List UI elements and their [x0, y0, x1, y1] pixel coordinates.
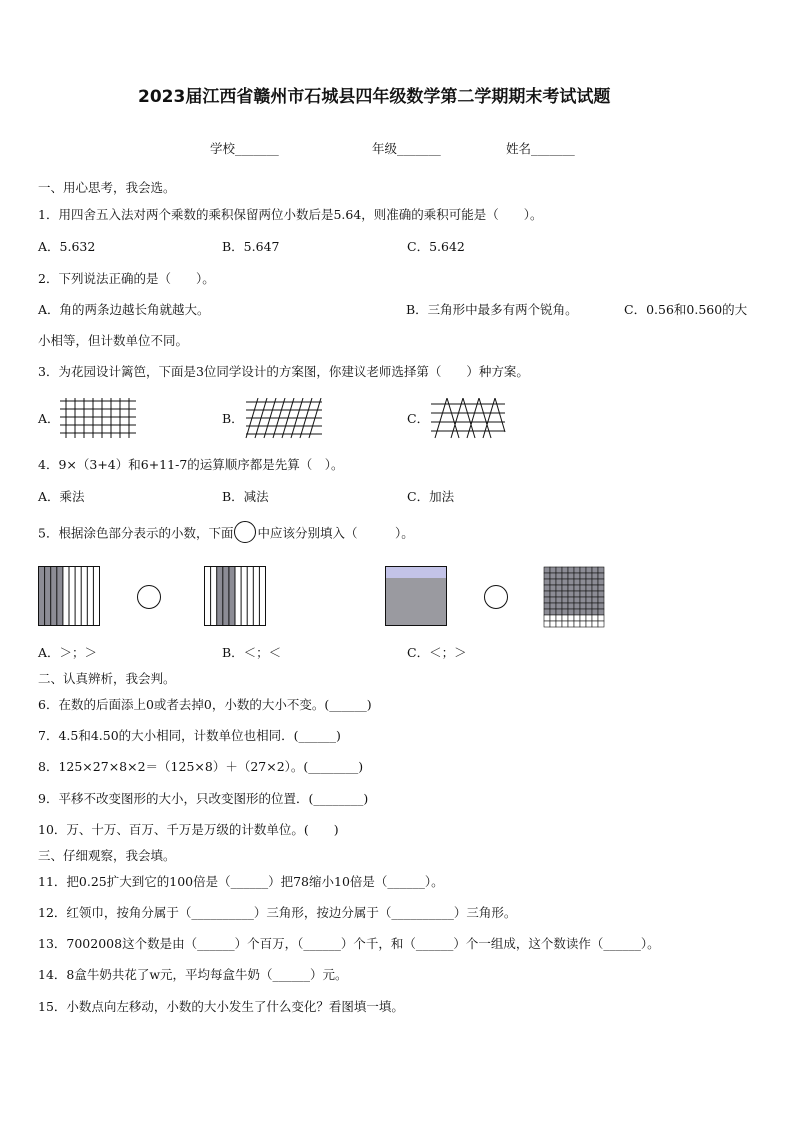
grid-cell [592, 567, 598, 573]
q2-option-c: C．0.56和0.560的大 [624, 302, 748, 317]
grid-cell [544, 585, 550, 591]
q2-option-b: B．三角形中最多有两个锐角。 [406, 302, 578, 317]
grid-cell [574, 609, 580, 615]
question-3: 3．为花园设计篱笆，下面是3位同学设计的方案图，你建议老师选择第（ ）种方案。 [38, 364, 529, 379]
grid-cell [556, 621, 562, 627]
grid-cell [568, 597, 574, 603]
grid-cell [562, 585, 568, 591]
section-2-heading: 二、认真辨析，我会判。 [38, 671, 176, 686]
grid-cell [586, 621, 592, 627]
grid-cell [580, 591, 586, 597]
q3-option-a: A． [38, 411, 60, 426]
grid-cell [562, 567, 568, 573]
grid-cell [580, 603, 586, 609]
q3-option-c: C． [407, 411, 430, 426]
grid-cell [592, 585, 598, 591]
grid-cell [586, 597, 592, 603]
q1-option-b: B．5.647 [222, 239, 280, 254]
question-14: 14．8盒牛奶共花了w元，平均每盒牛奶（______）元。 [38, 967, 348, 982]
grid-cell [592, 615, 598, 621]
q1-option-a: A．5.632 [38, 239, 96, 254]
question-12: 12．红领巾，按角分属于（__________）三角形，按边分属于（__________）三角形。 [38, 905, 517, 920]
grid-cell [556, 609, 562, 615]
question-8: 8．125×27×8×2＝（125×8）＋（27×2）。(________) [38, 759, 364, 774]
question-9: 9．平移不改变图形的大小，只改变图形的位置．(________) [38, 791, 369, 806]
grid-cell [544, 615, 550, 621]
grid-cell [580, 621, 586, 627]
grid-cell [556, 567, 562, 573]
grid-cell [550, 585, 556, 591]
grid-cell [556, 597, 562, 603]
grid-cell [586, 579, 592, 585]
page-title: 2023届江西省赣州市石城县四年级数学第二学期期末考试试题 [138, 87, 611, 107]
question-2: 2．下列说法正确的是（ ）。 [38, 271, 215, 286]
fence-b-figure [244, 398, 324, 440]
grid-cell [556, 591, 562, 597]
grid-cell [574, 585, 580, 591]
grid-cell [586, 585, 592, 591]
fence-c-figure [429, 398, 509, 440]
q2-option-a: A．角的两条边越长角就越大。 [38, 302, 210, 317]
question-7: 7．4.5和4.50的大小相同，计数单位也相同．(______) [38, 728, 341, 743]
grid-cell [598, 609, 604, 615]
grid-cell [592, 579, 598, 585]
grid-cell [586, 567, 592, 573]
grid-cell [574, 621, 580, 627]
grid-cell [562, 609, 568, 615]
q1-option-c: C．5.642 [407, 239, 465, 254]
grid-cell [550, 597, 556, 603]
grid-cell [598, 573, 604, 579]
section-1-heading: 一、用心思考，我会选。 [38, 180, 176, 195]
grid-cell [574, 615, 580, 621]
grid-cell [544, 591, 550, 597]
question-6: 6．在数的后面添上0或者去掉0，小数的大小不变。(______) [38, 697, 372, 712]
grid-cell [580, 615, 586, 621]
q5-inline-circle [234, 521, 256, 543]
grid-cell [562, 591, 568, 597]
q5-option-c: C．＜；＞ [407, 645, 467, 660]
grid-cell [550, 609, 556, 615]
q5-figure-3 [385, 566, 449, 626]
q4-option-b: B．减法 [222, 489, 269, 504]
grid-cell [550, 615, 556, 621]
question-1: 1．用四舍五入法对两个乘数的乘积保留两位小数后是5.64，则准确的乘积可能是（ ）。 [38, 207, 543, 222]
grid-cell [556, 615, 562, 621]
grade-field: 年级_______ [372, 141, 441, 156]
grid-cell [568, 603, 574, 609]
grid-cell [550, 579, 556, 585]
grid-cell [544, 573, 550, 579]
q5-compare-circle-1[interactable] [137, 585, 161, 609]
grid-cell [592, 591, 598, 597]
q5-figure-4 [543, 566, 605, 628]
question-15: 15．小数点向左移动，小数的大小发生了什么变化？看图填一填。 [38, 999, 404, 1014]
question-5-text-pre: 5．根据涂色部分表示的小数，下面 [38, 525, 234, 541]
grid-cell [568, 609, 574, 615]
question-5 [38, 525, 414, 543]
grid-cell [574, 603, 580, 609]
grid-cell [550, 591, 556, 597]
grid-cell [592, 609, 598, 615]
grid-cell [592, 573, 598, 579]
grid-cell [556, 573, 562, 579]
question-11: 11．把0.25扩大到它的100倍是（______）把78缩小10倍是（______）。 [38, 874, 444, 889]
grid-cell [580, 567, 586, 573]
grid-cell [544, 603, 550, 609]
grid-cell [568, 621, 574, 627]
grid-cell [568, 579, 574, 585]
grid-cell [550, 621, 556, 627]
grid-cell [592, 597, 598, 603]
grid-cell [544, 597, 550, 603]
name-field: 姓名_______ [506, 141, 575, 156]
q5-figure-1 [38, 566, 102, 626]
grid-cell [586, 573, 592, 579]
section-3-heading: 三、仔细观察，我会填。 [38, 848, 176, 863]
grid-cell [568, 585, 574, 591]
grid-cell [556, 585, 562, 591]
grid-cell [568, 615, 574, 621]
q5-option-b: B．＜；＜ [222, 645, 282, 660]
grid-cell [550, 567, 556, 573]
grid-cell [556, 579, 562, 585]
grid-cell [562, 573, 568, 579]
question-4: 4．9×（3+4）和6+11-7的运算顺序都是先算（ ）。 [38, 457, 344, 472]
grid-cell [580, 609, 586, 615]
q4-option-c: C．加法 [407, 489, 455, 504]
q3-option-b: B． [222, 411, 244, 426]
grid-cell [574, 573, 580, 579]
grid-cell [562, 621, 568, 627]
question-10: 10．万、十万、百万、千万是万级的计数单位。( ) [38, 822, 339, 837]
grid-cell [598, 603, 604, 609]
grid-cell [580, 579, 586, 585]
grid-cell [580, 585, 586, 591]
grid-cell [568, 573, 574, 579]
q5-option-a: A．＞；＞ [38, 645, 98, 660]
grid-cell [592, 603, 598, 609]
grid-cell [574, 591, 580, 597]
grid-cell [544, 609, 550, 615]
school-field: 学校_______ [210, 141, 279, 156]
q5-figure-2 [204, 566, 268, 626]
grid-cell [556, 603, 562, 609]
question-5-text-post: 中应该分别填入（ ）。 [257, 525, 414, 541]
grid-cell [598, 579, 604, 585]
question-13: 13．7002008这个数是由（______）个百万，（______）个千，和（______）个一组成，这个数读作（______）。 [38, 936, 660, 951]
grid-cell [592, 621, 598, 627]
grid-cell [550, 603, 556, 609]
grid-cell [544, 579, 550, 585]
grid-cell [598, 567, 604, 573]
q5-compare-circle-2[interactable] [484, 585, 508, 609]
grid-cell [598, 621, 604, 627]
grid-cell [562, 579, 568, 585]
grid-cell [598, 585, 604, 591]
grid-cell [574, 567, 580, 573]
grid-cell [586, 615, 592, 621]
grid-cell [568, 567, 574, 573]
grid-cell [562, 615, 568, 621]
grid-cell [562, 597, 568, 603]
grid-cell [598, 615, 604, 621]
grid-cell [586, 603, 592, 609]
grid-cell [580, 573, 586, 579]
grid-cell [562, 603, 568, 609]
grid-cell [574, 579, 580, 585]
grid-cell [580, 597, 586, 603]
grid-cell [574, 597, 580, 603]
grid-cell [568, 591, 574, 597]
grid-cell [586, 609, 592, 615]
grid-cell [598, 591, 604, 597]
grid-cell [544, 567, 550, 573]
grid-cell [586, 591, 592, 597]
q4-option-a: A．乘法 [38, 489, 85, 504]
fence-a-figure [60, 398, 138, 440]
grid-cell [544, 621, 550, 627]
grid-cell [598, 597, 604, 603]
q2-option-c-continued: 小相等，但计数单位不同。 [38, 333, 189, 348]
grid-cell [550, 573, 556, 579]
